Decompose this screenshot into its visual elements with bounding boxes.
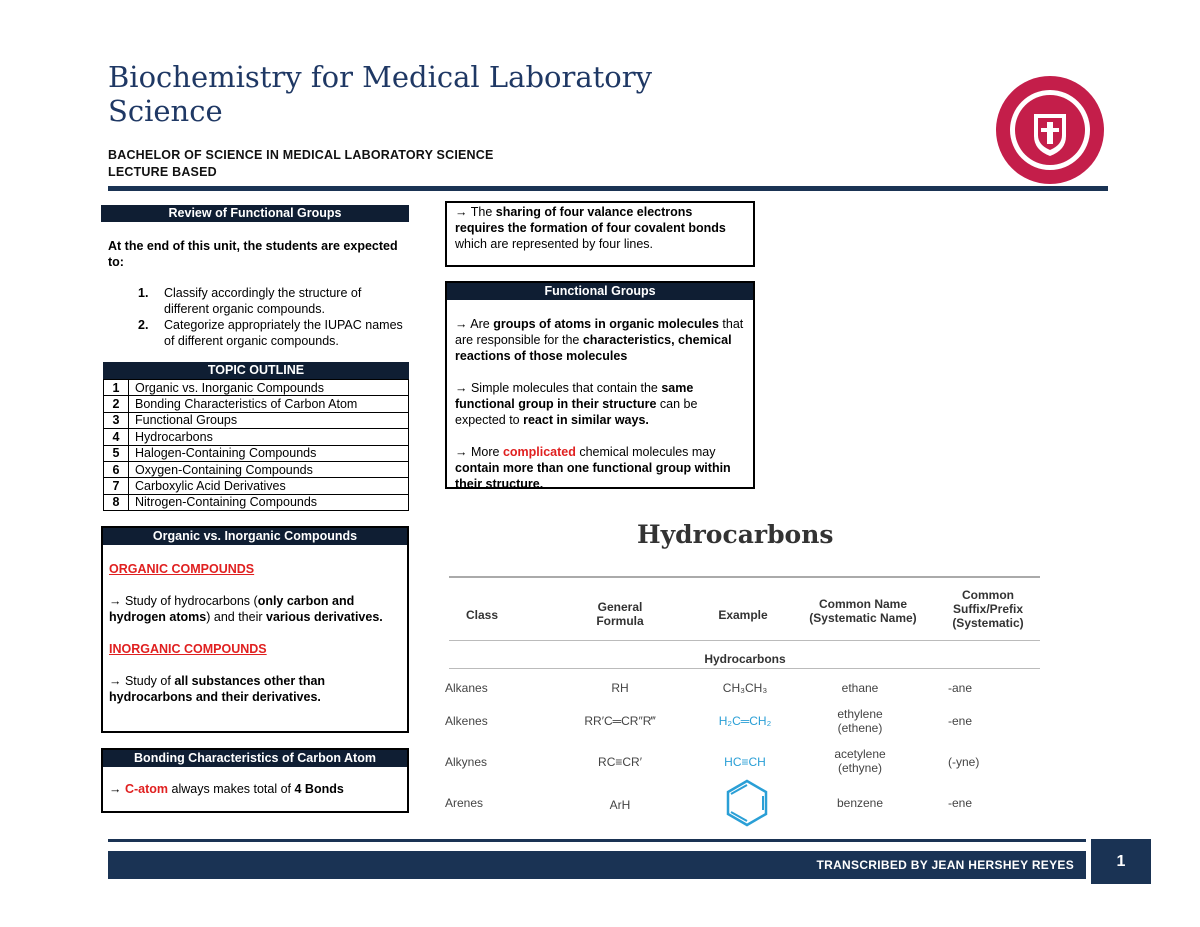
topic-number: 2: [104, 396, 129, 412]
row-formula: RR′C═CR″R‴: [584, 714, 656, 728]
hydrocarbons-header-rule: [449, 640, 1040, 641]
topic-number: 5: [104, 445, 129, 461]
organic-inorganic-header: Organic vs. Inorganic Compounds: [103, 528, 407, 545]
row-class: Arenes: [445, 796, 484, 810]
row-formula: RH: [611, 681, 629, 695]
topic-number: 1: [104, 380, 129, 396]
hydrocarbons-section-rule: [449, 668, 1040, 669]
page-number: 1: [1091, 839, 1151, 884]
row-class: Alkanes: [445, 681, 488, 695]
column-header-formula: General Formula: [596, 600, 644, 628]
row-common-name: ethylene (ethene): [837, 707, 883, 735]
covalent-bond-statement: → The sharing of four valance electrons requires the formation of four covalent bonds which are represented by four lines.: [455, 205, 726, 251]
objective-number: 1.: [138, 286, 149, 300]
university-seal-logo: [994, 74, 1106, 186]
row-suffix: (-yne): [948, 755, 980, 769]
inorganic-compounds-label: INORGANIC COMPOUNDS: [109, 642, 267, 656]
hydrocarbons-title: Hydrocarbons: [637, 520, 834, 549]
topic-number: 3: [104, 412, 129, 428]
table-row: [104, 494, 409, 510]
bonding-box: [101, 748, 409, 813]
row-formula: RC≡CR′: [598, 755, 642, 769]
topic-outline-table: [103, 379, 409, 511]
topic-name: Hydrocarbons: [129, 429, 409, 445]
hydrocarbons-top-rule: [449, 576, 1040, 578]
column-header-class: Class: [465, 608, 499, 622]
topic-number: 6: [104, 461, 129, 477]
topic-name: Oxygen-Containing Compounds: [129, 461, 409, 477]
column-header-suffix: Common Suffix/Prefix (Systematic): [952, 588, 1024, 630]
row-common-name: acetylene (ethyne): [834, 747, 886, 775]
row-example: CH₃CH₃: [722, 681, 768, 695]
objective-number: 2.: [138, 318, 149, 332]
footer-rule: [108, 839, 1086, 842]
topic-name: Halogen-Containing Compounds: [129, 445, 409, 461]
objectives-list: [138, 285, 408, 349]
organic-compounds-label: ORGANIC COMPOUNDS: [109, 562, 255, 576]
inorganic-compounds-definition: → Study of all substances other than hydrocarbons and their derivatives.: [109, 674, 326, 704]
bonding-header: Bonding Characteristics of Carbon Atom: [103, 750, 407, 767]
row-example: HC≡CH: [724, 755, 766, 769]
column-header-common-name: Common Name (Systematic Name): [809, 597, 917, 625]
document-title: [108, 60, 728, 128]
title-line-2: Science: [108, 94, 223, 128]
hydrocarbons-section-label: Hydrocarbons: [704, 652, 786, 666]
table-row: [104, 380, 409, 396]
review-header: Review of Functional Groups: [101, 205, 409, 222]
row-class: Alkynes: [445, 755, 488, 769]
bonding-statement: → C-atom always makes total of 4 Bonds: [109, 782, 344, 796]
row-example: H₂C═CH₂: [718, 714, 772, 728]
row-suffix: -ene: [948, 796, 973, 810]
table-row: [104, 461, 409, 477]
objective-text: Classify accordingly the structure of different organic compounds.: [164, 286, 362, 316]
footer-credit: TRANSCRIBED BY JEAN HERSHEY REYES: [108, 851, 1086, 879]
title-line-1: Biochemistry for Medical Laboratory: [108, 60, 652, 94]
objective-item: [138, 317, 408, 349]
topic-name: Bonding Characteristics of Carbon Atom: [129, 396, 409, 412]
row-common-name: ethane: [841, 681, 879, 695]
row-suffix: -ane: [948, 681, 973, 695]
topic-number: 7: [104, 478, 129, 494]
benzene-ring-icon: [722, 778, 772, 828]
covalent-bond-box: [445, 201, 755, 267]
topic-name: Nitrogen-Containing Compounds: [129, 494, 409, 510]
topic-number: 4: [104, 429, 129, 445]
functional-groups-complexity: → More complicated chemical molecules may contain more than one functional group within their structure.: [455, 445, 731, 491]
table-row: [104, 478, 409, 494]
topic-name: Functional Groups: [129, 412, 409, 428]
row-common-name: benzene: [836, 796, 884, 810]
objective-text: Categorize appropriately the IUPAC names of different organic compounds.: [164, 318, 403, 348]
organic-compounds-definition: → Study of hydrocarbons (only carbon and hydrogen atoms) and their various derivatives.: [109, 594, 383, 624]
table-row: [104, 412, 409, 428]
column-header-example: Example: [718, 608, 768, 622]
topic-outline-header: TOPIC OUTLINE: [103, 362, 409, 379]
functional-groups-header: Functional Groups: [447, 283, 753, 300]
header-rule: [108, 186, 1108, 191]
topic-name: Carboxylic Acid Derivatives: [129, 478, 409, 494]
row-formula: ArH: [609, 798, 631, 812]
table-row: [104, 396, 409, 412]
program-subtitle: BACHELOR OF SCIENCE IN MEDICAL LABORATORY SCIENCE: [108, 148, 494, 162]
topic-number: 8: [104, 494, 129, 510]
row-class: Alkenes: [445, 714, 488, 728]
table-row: [104, 445, 409, 461]
table-row: [104, 429, 409, 445]
objective-item: [138, 285, 408, 317]
functional-groups-box: [445, 281, 755, 489]
functional-groups-similarity: → Simple molecules that contain the same functional group in their structure can be expected to react in similar ways.: [455, 381, 698, 427]
organic-inorganic-box: [101, 526, 409, 733]
functional-groups-definition: → Are groups of atoms in organic molecules that are responsible for the characteristics, chemical reactions of those molecules: [455, 317, 744, 363]
topic-name: Organic vs. Inorganic Compounds: [129, 380, 409, 396]
objectives-intro: At the end of this unit, the students are expected to:: [108, 239, 398, 269]
lecture-subtitle: LECTURE BASED: [108, 165, 217, 179]
row-suffix: -ene: [948, 714, 973, 728]
